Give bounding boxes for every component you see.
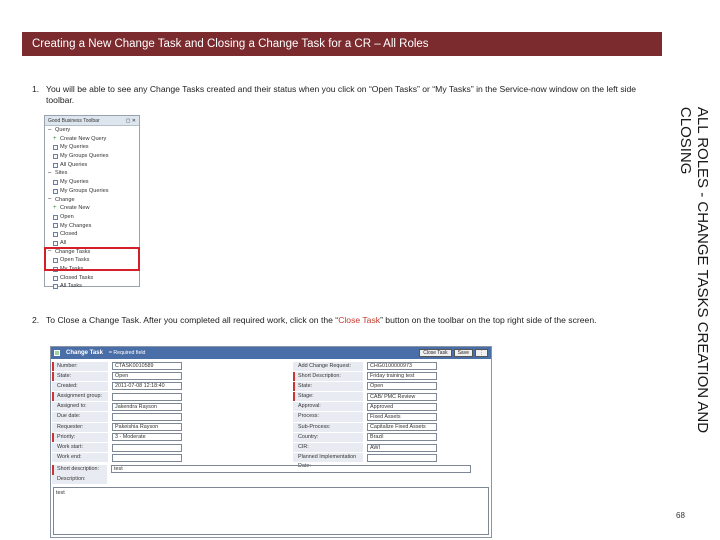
form-field-row <box>293 432 437 442</box>
form-field-row <box>52 371 182 381</box>
nav-section[interactable] <box>45 126 139 135</box>
form-field-input[interactable]: Pakeishia Rayson <box>112 423 182 431</box>
form-field-row <box>293 402 437 412</box>
step-2-number: 2. <box>32 315 40 325</box>
short-description-row <box>52 465 471 475</box>
document-icon <box>53 163 58 168</box>
nav-item[interactable] <box>45 282 139 291</box>
step-1-number: 1. <box>32 84 40 94</box>
form-field-input[interactable] <box>112 393 182 401</box>
nav-item[interactable] <box>45 135 139 144</box>
form-field-row <box>52 453 182 463</box>
document-icon <box>53 145 58 150</box>
form-field-row <box>52 443 182 453</box>
nav-row-label: All Queries <box>60 161 88 168</box>
nav-row-label: Create New Query <box>60 135 107 142</box>
nav-row-label: My Groups Queries <box>60 187 109 194</box>
form-field-label: Process: <box>293 412 363 421</box>
nav-row-label: All Tasks <box>60 283 82 290</box>
document-icon <box>53 215 58 220</box>
slide-title: Creating a New Change Task and Closing a Change Task for a CR – All Roles <box>22 32 662 56</box>
form-field-input[interactable]: AWI <box>367 444 437 452</box>
nav-row-label: Change Tasks <box>55 248 91 255</box>
change-tasks-highlight-box <box>44 247 140 271</box>
form-field-input[interactable]: CHG0100000973 <box>367 362 437 370</box>
document-icon <box>53 241 58 246</box>
form-field-row <box>293 422 437 432</box>
form-field-input[interactable]: Fixed Assets <box>367 413 437 421</box>
side-banner-line2: CLOSING <box>677 106 695 175</box>
nav-item[interactable] <box>45 187 139 196</box>
collapse-icon: – <box>48 248 52 255</box>
step-2-highlight: Close Task <box>338 315 381 325</box>
form-field-input[interactable]: 3 - Moderate <box>112 433 182 441</box>
nav-panel-header <box>45 116 139 126</box>
form-field-label: CIR: <box>293 443 363 452</box>
form-field-label: Short Description: <box>293 372 363 381</box>
form-field-label: State: <box>52 372 108 381</box>
form-field-input[interactable]: Open <box>367 382 437 390</box>
description-row <box>52 475 107 484</box>
nav-section[interactable] <box>45 196 139 205</box>
nav-row-label: Open <box>60 213 74 220</box>
nav-item[interactable] <box>45 213 139 222</box>
short-description-label: Short description: <box>52 465 107 474</box>
nav-item[interactable] <box>45 143 139 152</box>
form-field-input[interactable] <box>112 454 182 462</box>
nav-row-label: Open Tasks <box>60 257 90 264</box>
form-field-input[interactable] <box>112 444 182 452</box>
form-field-row <box>52 432 182 442</box>
nav-row-label: Create New <box>60 205 90 212</box>
nav-row-label: Sites <box>55 170 68 177</box>
nav-row-label: My Queries <box>60 179 89 186</box>
document-icon <box>53 232 58 237</box>
collapse-icon: – <box>48 170 52 177</box>
form-field-row <box>293 381 437 391</box>
form-field-input[interactable]: 2011-07-08 12:18:40 <box>112 382 182 390</box>
more-options-icon[interactable]: ⋮ <box>475 349 488 357</box>
step-2-text <box>46 315 661 326</box>
form-field-label: Work start: <box>52 443 108 452</box>
form-header <box>51 347 491 359</box>
form-icon <box>54 350 60 356</box>
close-task-button[interactable]: Close Task <box>419 349 451 357</box>
side-banner-line1: ALL ROLES - CHANGE TASKS CREATION AND <box>694 106 712 434</box>
nav-item[interactable] <box>45 152 139 161</box>
form-field-input[interactable]: Open <box>112 372 182 380</box>
page-number: 68 <box>676 511 685 520</box>
form-field-input[interactable]: Friday training test <box>367 372 437 380</box>
description-label: Description: <box>52 475 107 484</box>
form-field-row <box>52 381 182 391</box>
step-2-text-after: ” button on the toolbar on the top right side of the screen. <box>380 315 597 325</box>
short-description-input[interactable]: test <box>111 465 471 473</box>
nav-row-label: Query <box>55 127 71 133</box>
form-toolbar <box>419 349 488 357</box>
form-field-input[interactable] <box>112 413 182 421</box>
required-note: = Required field <box>108 350 146 356</box>
nav-item[interactable] <box>45 204 139 213</box>
form-field-input[interactable]: Jakendra Rayson <box>112 403 182 411</box>
nav-item[interactable] <box>45 222 139 231</box>
step-1-text: You will be able to see any Change Tasks created and their status when you click on “Open Tasks” or “My Tasks” in the Service-now window on the left side toolbar. <box>46 84 637 105</box>
form-field-input[interactable]: CTASK0010589 <box>112 362 182 370</box>
nav-row-label: My Groups Queries <box>60 153 109 160</box>
form-field-row <box>52 361 182 371</box>
form-right-column <box>293 361 437 470</box>
form-field-label: Work end: <box>52 453 108 462</box>
nav-section[interactable] <box>45 169 139 178</box>
nav-row-label: Closed Tasks <box>60 274 94 281</box>
form-field-label: State: <box>293 382 363 391</box>
form-field-input[interactable]: CAB/ PMC Review <box>367 393 437 401</box>
save-button[interactable]: Save <box>454 349 473 357</box>
nav-panel-header-title: Good Business Toolbar <box>48 118 100 124</box>
form-field-row <box>293 453 437 470</box>
form-field-row <box>293 412 437 422</box>
nav-row-label: My Changes <box>60 222 92 229</box>
form-field-row <box>52 422 182 432</box>
form-field-label: Assignment group: <box>52 392 108 401</box>
form-field-row <box>52 412 182 422</box>
form-field-label: Created: <box>52 382 108 391</box>
create-icon: + <box>53 205 57 212</box>
nav-row-label: My Queries <box>60 144 89 151</box>
form-field-input[interactable]: Approved <box>367 403 437 411</box>
description-textarea[interactable]: test <box>53 487 489 535</box>
form-field-input[interactable]: Brazil <box>367 433 437 441</box>
form-field-row <box>293 371 437 381</box>
form-field-label: Approval: <box>293 402 363 411</box>
form-field-label: Country: <box>293 433 363 442</box>
step-2-text-before: To Close a Change Task. After you completed all required work, click on the “ <box>46 315 339 325</box>
form-field-label: Requester: <box>52 423 108 432</box>
form-field-label: Due date: <box>52 412 108 421</box>
collapse-icon: – <box>48 126 52 133</box>
nav-row-label: Closed <box>60 231 78 238</box>
nav-panel-header-controls[interactable]: ▢ ✕ <box>125 118 136 124</box>
nav-row-label: My Tasks <box>60 266 84 272</box>
form-field-label: Priority: <box>52 433 108 442</box>
form-field-input[interactable] <box>367 454 437 462</box>
document-icon <box>53 154 58 159</box>
form-field-label: Stage: <box>293 392 363 401</box>
create-icon: + <box>53 135 57 142</box>
form-field-row <box>293 392 437 402</box>
nav-item[interactable] <box>45 178 139 187</box>
document-icon <box>53 284 58 289</box>
form-left-column <box>52 361 182 463</box>
side-banner-text <box>677 107 711 433</box>
nav-row-label: All <box>60 239 67 246</box>
document-icon <box>53 223 58 228</box>
form-field-row <box>293 443 437 453</box>
nav-row-label: Change <box>55 196 75 203</box>
side-banner <box>668 0 720 540</box>
form-field-row <box>52 402 182 412</box>
form-field-label: Planned Implementation Date: <box>293 453 363 462</box>
document-icon <box>53 180 58 185</box>
nav-item[interactable] <box>45 230 139 239</box>
form-field-row <box>293 361 437 371</box>
form-field-input[interactable]: Capitalize Fixed Assets <box>367 423 437 431</box>
collapse-icon: – <box>48 196 52 203</box>
form-field-row <box>52 392 182 402</box>
form-field-label: Add Change Request: <box>293 362 363 371</box>
document-icon <box>53 189 58 194</box>
change-task-form <box>50 346 492 538</box>
form-title: Change Task <box>66 350 103 356</box>
nav-item[interactable] <box>45 274 139 283</box>
document-icon <box>53 276 58 281</box>
form-field-label: Number: <box>52 362 108 371</box>
form-field-label: Sub-Process: <box>293 423 363 432</box>
nav-item[interactable] <box>45 161 139 170</box>
form-field-label: Assigned to: <box>52 402 108 411</box>
